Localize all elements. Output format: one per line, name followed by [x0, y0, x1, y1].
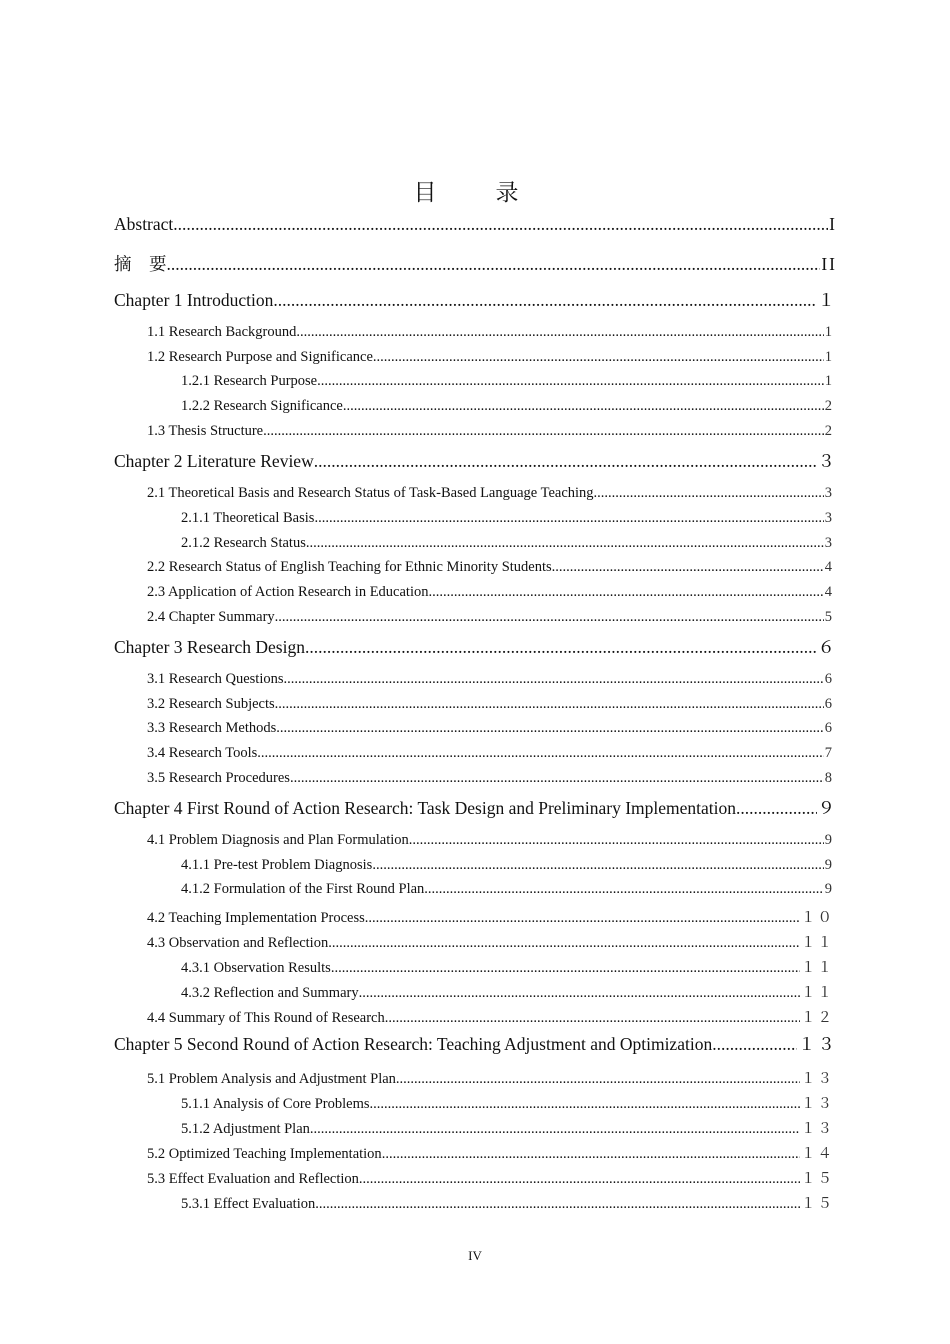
toc-dot-leader — [328, 935, 800, 952]
toc-entry-page: 8 — [824, 770, 834, 786]
toc-dot-leader — [736, 798, 816, 819]
toc-dot-leader — [343, 398, 824, 415]
toc-dot-leader — [373, 349, 824, 366]
toc-entry-label: 3.5 Research Procedures — [147, 770, 290, 786]
toc-entry-label: 1.2 Research Purpose and Significance — [147, 349, 373, 365]
toc-entry-label: 2.2 Research Status of English Teaching for Ethnic Minority Students — [147, 559, 552, 575]
toc-entry-page: 3 — [824, 485, 834, 501]
toc-dot-leader — [305, 637, 817, 658]
toc-subsection-entry[interactable] — [181, 535, 834, 552]
toc-dot-leader — [310, 1121, 800, 1138]
toc-dot-leader — [370, 1096, 801, 1113]
page-number: IV — [468, 1248, 482, 1263]
toc-section-entry[interactable] — [147, 485, 834, 502]
toc-entry-label: 2.1 Theoretical Basis and Research Status of Task-Based Language Teaching — [147, 485, 594, 501]
toc-entry-page: 7 — [824, 745, 834, 761]
toc-dot-leader — [372, 857, 823, 874]
toc-entry-page: １４ — [801, 1146, 834, 1162]
toc-dot-leader — [385, 1010, 800, 1027]
toc-section-entry[interactable] — [147, 349, 834, 366]
toc-dot-leader — [382, 1146, 800, 1163]
toc-section-entry[interactable] — [147, 1067, 834, 1088]
toc-entry-page: １２ — [801, 1010, 834, 1026]
toc-entry-label: 1.2.1 Research Purpose — [181, 373, 318, 389]
toc-section-entry[interactable] — [147, 720, 834, 737]
toc-entry-label: 4.1 Problem Diagnosis and Plan Formulation — [147, 832, 409, 848]
toc-dot-leader — [275, 609, 824, 626]
toc-chapter-entry[interactable] — [114, 251, 837, 276]
toc-entry-page: 3 — [824, 535, 834, 551]
toc-entry-label: 5.1 Problem Analysis and Adjustment Plan — [147, 1071, 396, 1087]
toc-entry-page: ３ — [817, 451, 837, 471]
toc-section-entry[interactable] — [147, 832, 834, 849]
toc-dot-leader — [284, 671, 824, 688]
toc-entry-label: Chapter 1 Introduction — [114, 290, 274, 310]
toc-chapter-entry[interactable] — [114, 634, 837, 659]
toc-entry-page: １０ — [801, 910, 834, 926]
toc-dot-leader — [273, 290, 816, 311]
toc-section-entry[interactable] — [147, 931, 834, 952]
toc-chapter-entry[interactable] — [114, 1031, 837, 1056]
toc-dot-leader — [315, 1196, 800, 1213]
toc-section-entry[interactable] — [147, 770, 834, 787]
toc-section-entry[interactable] — [147, 559, 834, 576]
toc-entry-label: 5.1.2 Adjustment Plan — [181, 1121, 310, 1137]
toc-dot-leader — [257, 745, 823, 762]
toc-section-entry[interactable] — [147, 584, 834, 601]
toc-section-entry[interactable] — [147, 609, 834, 626]
toc-entry-label: 3.2 Research Subjects — [147, 696, 275, 712]
toc-entry-page: 2 — [824, 423, 834, 439]
toc-entry-page: 5 — [824, 609, 834, 625]
toc-dot-leader — [359, 985, 800, 1002]
toc-dot-leader — [331, 960, 800, 977]
toc-entry-page: II — [821, 254, 837, 274]
toc-section-entry[interactable] — [147, 696, 834, 713]
toc-entry-page: 3 — [824, 510, 834, 526]
toc-dot-leader — [424, 881, 823, 898]
toc-chapter-entry[interactable] — [114, 214, 837, 235]
toc-entry-page: １ — [817, 290, 837, 310]
toc-subsection-entry[interactable] — [181, 398, 834, 415]
toc-entry-label: 2.1.2 Research Status — [181, 535, 306, 551]
toc-subsection-entry[interactable] — [181, 981, 834, 1002]
toc-entry-label: 4.1.2 Formulation of the First Round Plan — [181, 881, 425, 897]
toc-entry-label: 3.4 Research Tools — [147, 745, 258, 761]
toc-entry-label: 5.3 Effect Evaluation and Reflection — [147, 1171, 359, 1187]
toc-entry-page: 6 — [824, 671, 834, 687]
toc-dot-leader — [317, 373, 824, 390]
toc-entry-page: 9 — [824, 832, 834, 848]
toc-entry-page: 1 — [824, 373, 834, 389]
toc-section-entry[interactable] — [147, 1142, 834, 1163]
toc-entry-label: 2.4 Chapter Summary — [147, 609, 275, 625]
toc-entry-label: 1.2.2 Research Significance — [181, 398, 343, 414]
toc-entry-label: Chapter 2 Literature Review — [114, 451, 314, 471]
toc-dot-leader — [428, 584, 823, 601]
toc-entry-page: 1 — [824, 324, 834, 340]
toc-dot-leader — [359, 1171, 800, 1188]
toc-entry-label: Chapter 5 Second Round of Action Research: Teaching Adjustment and Optimization — [114, 1034, 713, 1054]
toc-section-entry[interactable] — [147, 906, 834, 927]
toc-dot-leader — [275, 696, 824, 713]
toc-subsection-entry[interactable] — [181, 1117, 834, 1138]
toc-entry-page: １３ — [798, 1034, 837, 1054]
toc-entry-page: 2 — [824, 398, 834, 414]
toc-entry-label: 3.1 Research Questions — [147, 671, 284, 687]
toc-dot-leader — [314, 510, 823, 527]
toc-chapter-entry[interactable] — [114, 795, 837, 820]
toc-dot-leader — [263, 423, 824, 440]
toc-entry-page: １３ — [801, 1096, 834, 1112]
toc-section-entry[interactable] — [147, 671, 834, 688]
toc-subsection-entry[interactable] — [181, 881, 834, 898]
toc-dot-leader — [173, 214, 828, 235]
toc-entry-label: 2.3 Application of Action Research in Education — [147, 584, 429, 600]
toc-entry-label: 1.1 Research Background — [147, 324, 297, 340]
toc-entry-page: ６ — [817, 637, 837, 657]
toc-dot-leader — [167, 254, 821, 275]
toc-section-entry[interactable] — [147, 324, 834, 341]
toc-entry-label: 5.1.1 Analysis of Core Problems — [181, 1096, 370, 1112]
toc-entry-page: 6 — [824, 720, 834, 736]
toc-entry-label: Chapter 4 First Round of Action Research: Task Design and Preliminary Implementation — [114, 798, 737, 818]
toc-entry-label: 4.1.1 Pre-test Problem Diagnosis — [181, 857, 373, 873]
toc-subsection-entry[interactable] — [181, 373, 834, 390]
toc-entry-page: 4 — [824, 584, 834, 600]
toc-entry-page: ９ — [817, 798, 837, 818]
toc-subsection-entry[interactable] — [181, 956, 834, 977]
toc-section-entry[interactable] — [147, 745, 834, 762]
toc-entry-label: 4.3.1 Observation Results — [181, 960, 331, 976]
toc-chapter-entry[interactable] — [114, 448, 837, 473]
toc-entry-label: 5.2 Optimized Teaching Implementation — [147, 1146, 382, 1162]
toc-subsection-entry[interactable] — [181, 857, 834, 874]
toc-entry-label: Abstract — [114, 214, 174, 234]
toc-entry-label: 4.3 Observation and Reflection — [147, 935, 329, 951]
toc-entry-label: Chapter 3 Research Design — [114, 637, 305, 657]
toc-entry-page: １３ — [801, 1121, 834, 1137]
toc-entry-page: １３ — [801, 1071, 834, 1087]
toc-entry-page: 6 — [824, 696, 834, 712]
toc-entry-page: 9 — [824, 857, 834, 873]
toc-dot-leader — [290, 770, 824, 787]
toc-subsection-entry[interactable] — [181, 1092, 834, 1113]
toc-dot-leader — [712, 1034, 797, 1055]
toc-dot-leader — [552, 559, 824, 576]
toc-entry-label: 4.3.2 Reflection and Summary — [181, 985, 359, 1001]
toc-entry-page: １１ — [801, 960, 834, 976]
toc-subsection-entry[interactable] — [181, 510, 834, 527]
toc-title: 目 录 — [413, 180, 537, 206]
toc-entry-page: I — [829, 214, 837, 234]
toc-entry-page: 9 — [824, 881, 834, 897]
toc-entry-page: １１ — [801, 935, 834, 951]
toc-entry-page: １５ — [801, 1171, 834, 1187]
toc-entry-page: １５ — [801, 1196, 834, 1212]
toc-entry-page: １１ — [801, 985, 834, 1001]
toc-dot-leader — [314, 451, 817, 472]
toc-section-entry[interactable] — [147, 423, 834, 440]
toc-entry-label: 5.3.1 Effect Evaluation — [181, 1196, 316, 1212]
toc-entry-page: 4 — [824, 559, 834, 575]
toc-entry-label: 3.3 Research Methods — [147, 720, 277, 736]
toc-entry-label: 摘 要 — [114, 254, 167, 274]
toc-dot-leader — [594, 485, 824, 502]
toc-entry-label: 1.3 Thesis Structure — [147, 423, 264, 439]
toc-dot-leader — [306, 535, 824, 552]
toc-dot-leader — [365, 910, 800, 927]
toc-dot-leader — [276, 720, 823, 737]
toc-subsection-entry[interactable] — [181, 1192, 834, 1213]
toc-entry-page: 1 — [824, 349, 834, 365]
toc-dot-leader — [396, 1071, 800, 1088]
toc-entry-label: 2.1.1 Theoretical Basis — [181, 510, 315, 526]
toc-entry-label: 4.4 Summary of This Round of Research — [147, 1010, 385, 1026]
toc-chapter-entry[interactable] — [114, 287, 837, 312]
toc-entry-label: 4.2 Teaching Implementation Process — [147, 910, 365, 926]
toc-dot-leader — [409, 832, 824, 849]
toc-section-entry[interactable] — [147, 1167, 834, 1188]
toc-section-entry[interactable] — [147, 1006, 834, 1027]
toc-dot-leader — [296, 324, 823, 341]
